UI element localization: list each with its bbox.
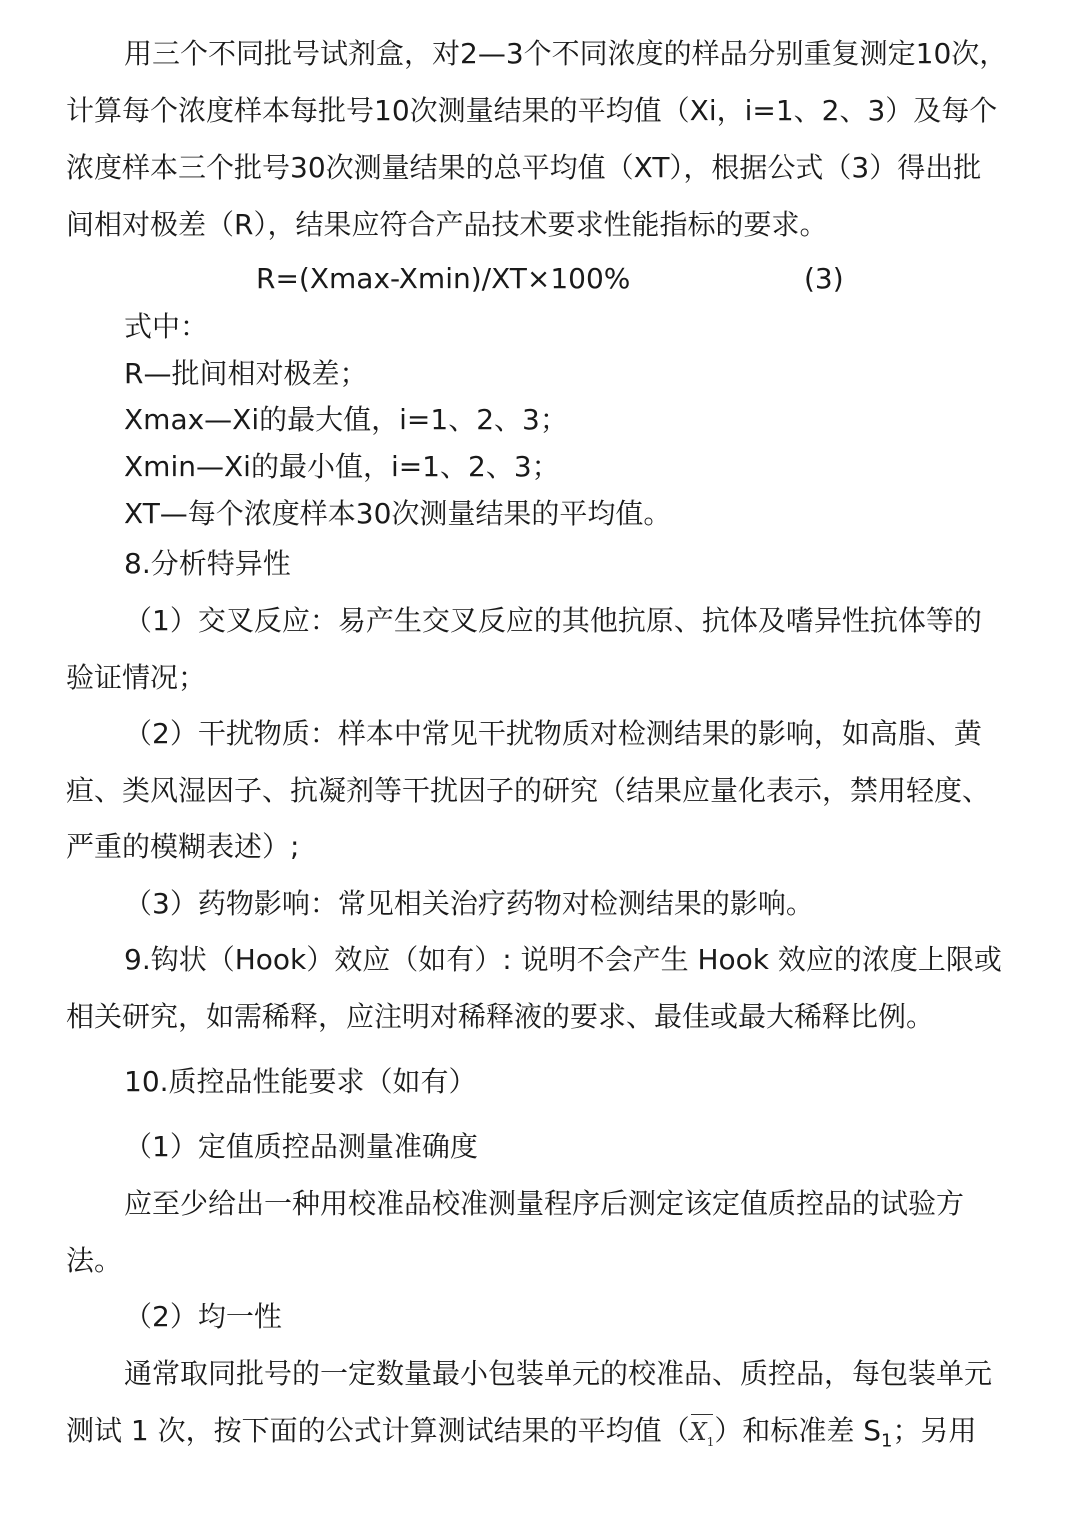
formula: R=(Xmax-Xmin)/XT×100%	[256, 262, 631, 295]
para-line: 浓度样本三个批号30次测量结果的总平均值（XT），根据公式（3）得出批	[66, 151, 982, 184]
definition-item: Xmin—Xi的最小值，i=1、2、3；	[124, 450, 560, 483]
definition-item: XT—每个浓度样本30次测量结果的平均值。	[124, 497, 672, 530]
para-line: 计算每个浓度样本每批号10次测量结果的平均值（Xi，i=1、2、3）及每个	[66, 94, 998, 127]
def-heading: 式中：	[124, 310, 209, 343]
definition-item: R—批间相对极差；	[124, 357, 368, 390]
sd-symbol: $S_1$	[863, 1414, 893, 1452]
sub-heading: （1）定值质控品测量准确度	[124, 1130, 478, 1163]
mean-symbol: $X_1$	[690, 1412, 715, 1462]
para-line: 验证情况；	[66, 661, 207, 694]
para-line: 严重的模糊表述）;	[66, 830, 300, 863]
para-line: 应至少给出一种用校准品校准测量程序后测定该定值质控品的试验方	[124, 1187, 965, 1220]
para-line: （3）药物影响：常见相关治疗药物对检测结果的影响。	[124, 887, 814, 920]
line-text: ；另用	[892, 1414, 977, 1447]
para-line: 疸、类风湿因子、抗凝剂等干扰因子的研究（结果应量化表示，禁用轻度、	[66, 774, 991, 807]
section-heading: 10.质控品性能要求（如有）	[124, 1065, 477, 1098]
para-line: （1）交叉反应：易产生交叉反应的其他抗原、抗体及嗜异性抗体等的	[124, 604, 982, 637]
para-line: （2）干扰物质：样本中常见干扰物质对检测结果的影响，如高脂、黄	[124, 717, 982, 750]
definition-item: Xmax—Xi的最大值，i=1、2、3；	[124, 403, 568, 436]
para-line: 法。	[66, 1244, 123, 1277]
para-line: 通常取同批号的一定数量最小包装单元的校准品、质控品，每包装单元	[124, 1357, 993, 1390]
section-heading: 9.钩状（Hook）效应（如有）: 说明不会产生 Hook 效应的浓度上限或	[124, 943, 1002, 976]
line-text: ）和标准差	[714, 1414, 864, 1447]
section-heading: 8.分析特异性	[124, 547, 291, 580]
para-line: 相关研究，如需稀释，应注明对稀释液的要求、最佳或最大稀释比例。	[66, 1000, 935, 1033]
formula-number: (3)	[804, 262, 844, 295]
para-line-last	[66, 1411, 1018, 1462]
para-line: 用三个不同批号试剂盒，对2—3个不同浓度的样品分别重复测定10次，	[124, 37, 1008, 70]
para-line: 间相对极差（R），结果应符合产品技术要求性能指标的要求。	[66, 208, 828, 241]
sub-heading: （2）均一性	[124, 1300, 282, 1333]
line-text: 测试 1 次，按下面的公式计算测试结果的平均值（	[66, 1414, 690, 1447]
